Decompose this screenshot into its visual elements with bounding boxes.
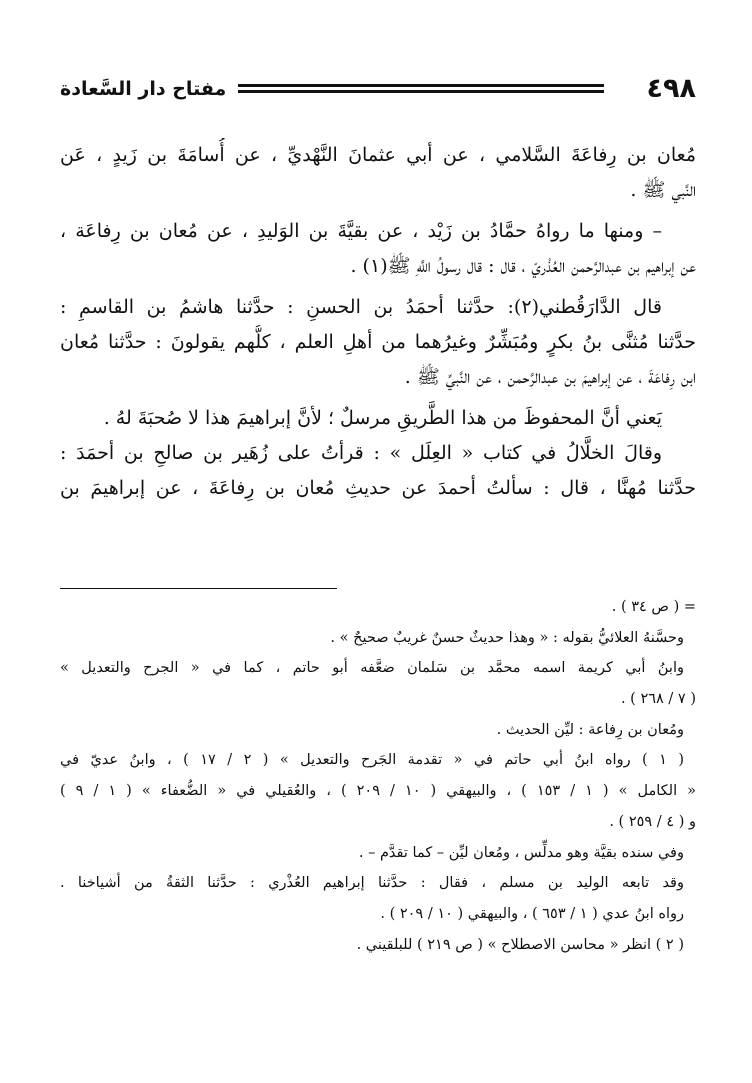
text-line: يَعني أنَّ المحفوظَ من هذا الطَّريقِ مرسلٌ ؛ لأنَّ إبراهيمَ هذا لا صُحبَةَ لهُ .: [103, 407, 662, 429]
text-line: النَّبي ﷺ .: [630, 179, 696, 201]
footnote-line: و ( ٤ / ٢٥٩ ) .: [609, 813, 696, 830]
book-title: مفتاح دار السَّعادة: [60, 78, 227, 100]
footnote-line: « الكامل » ( ١ / ١٥٣ ) ، والبيهقي ( ١٠ / ٢٠٩ ) ، والعُقيلي في « الضُّعفاء » ( ١ / ٩ ): [60, 783, 696, 800]
text-line: عن إبراهيم بن عبدالرَّحمن العُذْريّ ، قال : قال رسولُ اللَّهِ ﷺ(١) .: [350, 255, 696, 277]
footnote-line: وحسَّنهُ العلائيُّ بقوله : « وهذا حديثٌ حسنٌ غريبٌ صحيحٌ » .: [330, 629, 684, 646]
page-number: ٤٩٨: [646, 73, 696, 104]
header-rule: [238, 84, 604, 98]
text-line: حدَّثنا مُثنَّى بنُ بكرٍ ومُبَشِّرٌ وغيرُهما من أهلِ العلم ، كلُّهم يقولونَ : حدَّثنا مُعان: [60, 331, 696, 353]
footnotes: [60, 592, 696, 960]
text-line: وقالَ الخلَّالُ في كتاب « العِلَل » : قرأتُ على زُهَير بن صالحِ بن أحمَدَ :: [60, 442, 662, 464]
footnote-line: ( ٢ ) انظر « محاسن الاصطلاح » ( ص ٢١٩ ) للبلقيني .: [356, 936, 684, 953]
footnote-line: وفي سنده بقيَّة وهو مدلِّس ، ومُعان ليِّن – كما تقدَّم – .: [358, 844, 684, 861]
footnote-line: رواه ابنُ عدي ( ١ / ٦٥٣ ) ، والبيهقي ( ١٠ / ٢٠٩ ) .: [380, 905, 684, 922]
text-line: حدَّثنا مُهنَّا ، قال : سألتُ أحمدَ عن حديثِ مُعان بن رِفاعَةَ ، عن إبراهيمَ بن: [60, 477, 696, 499]
footnote-line: ( ٧ / ٢٦٨ ) .: [620, 691, 696, 708]
footnote-line: ومُعان بن رِفاعة : ليِّن الحديث .: [496, 721, 684, 738]
text-line: مُعان بن رِفاعَةَ السَّلامي ، عن أبي عثمانَ النَّهْديِّ ، عن أُسامَةَ بن زَيدٍ ، عَن: [60, 144, 696, 166]
main-text: [60, 138, 696, 506]
page-header: [60, 74, 696, 110]
text-line: – ومنها ما رواهُ حمَّادُ بن زَيْد ، عن بقيَّةَ بن الوَليدِ ، عن مُعان بن رِفاعَة ،: [60, 220, 662, 242]
footnote-line: ( ١ ) رواه ابنُ أبي حاتم في « تقدمة الجَرح والتعديل » ( ٢ / ١٧ ) ، وابنُ عديّ في: [60, 752, 684, 769]
footnote-separator: [60, 588, 337, 589]
footnote-line: = ( ص ٣٤ ) .: [611, 599, 696, 615]
footnote-line: وقد تابعه الوليد بن مسلم ، فقال : حدَّثنا إبراهيم العُذْري : حدَّثنا الثقةُ من أشياخنا .: [60, 875, 684, 892]
footnote-line: وابنُ أبي كريمة اسمه محمَّد بن سَلمان ضعَّفه أبو حاتم ، كما في « الجرح والتعديل »: [60, 660, 684, 677]
text-line: ابن رِفاعَةَ ، عن إبراهيمَ بن عبدالرَّحمن ، عن النَّبيِّ ﷺ .: [404, 366, 696, 388]
text-line: قال الدَّارَقُطني(٢): حدَّثنا أحمَدُ بن الحسنِ : حدَّثنا هاشمُ بن القاسمِ :: [60, 296, 662, 318]
